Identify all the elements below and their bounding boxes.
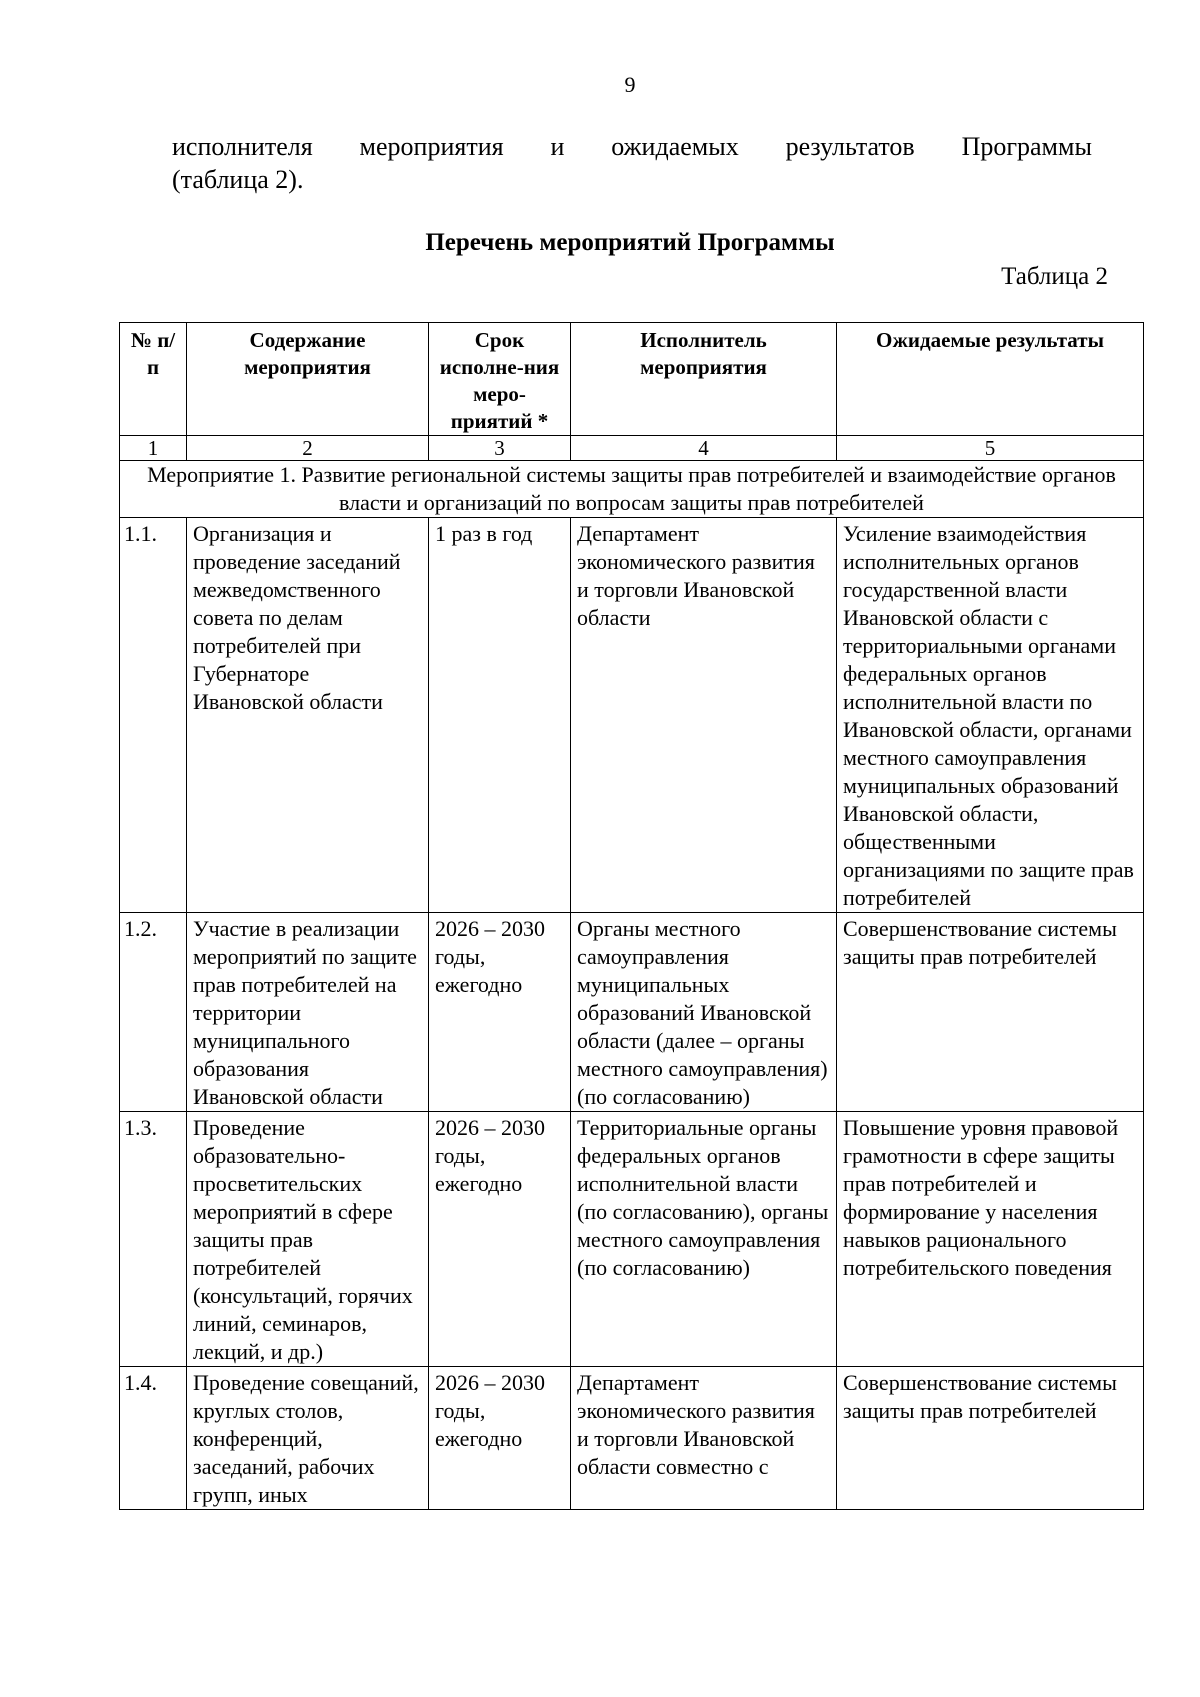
row-executor: Департамент экономического развития и торговли Ивановской области совместно с <box>571 1367 837 1510</box>
row-result: Повышение уровня правовой грамотности в сфере защиты прав потребителей и формирование у населения навыков рационального потребительского поведения <box>837 1112 1144 1367</box>
row-term: 2026 – 2030 годы, ежегодно <box>429 1367 571 1510</box>
intro-word: мероприятия <box>359 132 504 161</box>
row-content: Проведение образовательно-просветительских мероприятий в сфере защиты прав потребителей (консультаций, горячих линий, семинаров, лекций, и др.) <box>187 1112 429 1367</box>
row-executor: Органы местного самоуправления муниципальных образований Ивановской области (далее – органы местного самоуправления) (по согласованию) <box>571 913 837 1112</box>
row-content: Участие в реализации мероприятий по защите прав потребителей на территории муниципального образования Ивановской области <box>187 913 429 1112</box>
table-row <box>120 913 1144 1112</box>
header-result: Ожидаемые результаты <box>837 323 1144 436</box>
row-number: 1.2. <box>120 913 187 1112</box>
intro-word: Программы <box>961 132 1092 161</box>
row-number: 1.4. <box>120 1367 187 1510</box>
row-result: Совершенствование системы защиты прав потребителей <box>837 913 1144 1112</box>
column-number: 4 <box>571 436 837 461</box>
table-caption: Таблица 2 <box>1001 263 1108 290</box>
intro-line-2: (таблица 2). <box>172 165 304 194</box>
row-content: Проведение совещаний, круглых столов, конференций, заседаний, рабочих групп, иных <box>187 1367 429 1510</box>
row-result: Усиление взаимодействия исполнительных органов государственной власти Ивановской области с территориальными органами федеральных органов исполнительной власти по Ивановской области, органами местного самоуправления муниципальных образований Ивановской области, общественными организациями по защите прав потребителей <box>837 518 1144 913</box>
column-number: 2 <box>187 436 429 461</box>
row-result: Совершенствование системы защиты прав потребителей <box>837 1367 1144 1510</box>
header-number: № п/п <box>120 323 187 436</box>
header-executor: Исполнитель мероприятия <box>571 323 837 436</box>
row-number: 1.1. <box>120 518 187 913</box>
intro-word: и <box>550 132 565 161</box>
table-header-row <box>120 323 1144 436</box>
row-number: 1.3. <box>120 1112 187 1367</box>
column-number: 5 <box>837 436 1144 461</box>
column-number-row <box>120 436 1144 461</box>
table-row <box>120 1367 1144 1510</box>
section-title: Мероприятие 1. Развитие региональной системы защиты прав потребителей и взаимодействие органов власти и организаций по вопросам защиты прав потребителей <box>120 461 1144 518</box>
column-number: 3 <box>429 436 571 461</box>
intro-word: исполнителя <box>172 132 313 161</box>
measures-table <box>119 322 1144 1510</box>
row-term: 2026 – 2030 годы, ежегодно <box>429 1112 571 1367</box>
page-number: 9 <box>624 72 636 97</box>
column-number: 1 <box>120 436 187 461</box>
intro-word: ожидаемых <box>611 132 739 161</box>
intro-line-1 <box>172 130 1092 163</box>
row-term: 2026 – 2030 годы, ежегодно <box>429 913 571 1112</box>
section-row <box>120 461 1144 518</box>
header-term: Срок исполне-ния меро-приятий * <box>429 323 571 436</box>
intro-word: результатов <box>785 132 915 161</box>
document-title: Перечень мероприятий Программы <box>425 229 835 256</box>
row-term: 1 раз в год <box>429 518 571 913</box>
table-row <box>120 1112 1144 1367</box>
table-row <box>120 518 1144 913</box>
header-content: Содержание мероприятия <box>187 323 429 436</box>
row-content: Организация и проведение заседаний межведомственного совета по делам потребителей при Губернаторе Ивановской области <box>187 518 429 913</box>
row-executor: Департамент экономического развития и торговли Ивановской области <box>571 518 837 913</box>
intro-paragraph <box>172 130 1092 196</box>
row-executor: Территориальные органы федеральных органов исполнительной власти (по согласованию), органы местного самоуправления (по согласованию) <box>571 1112 837 1367</box>
